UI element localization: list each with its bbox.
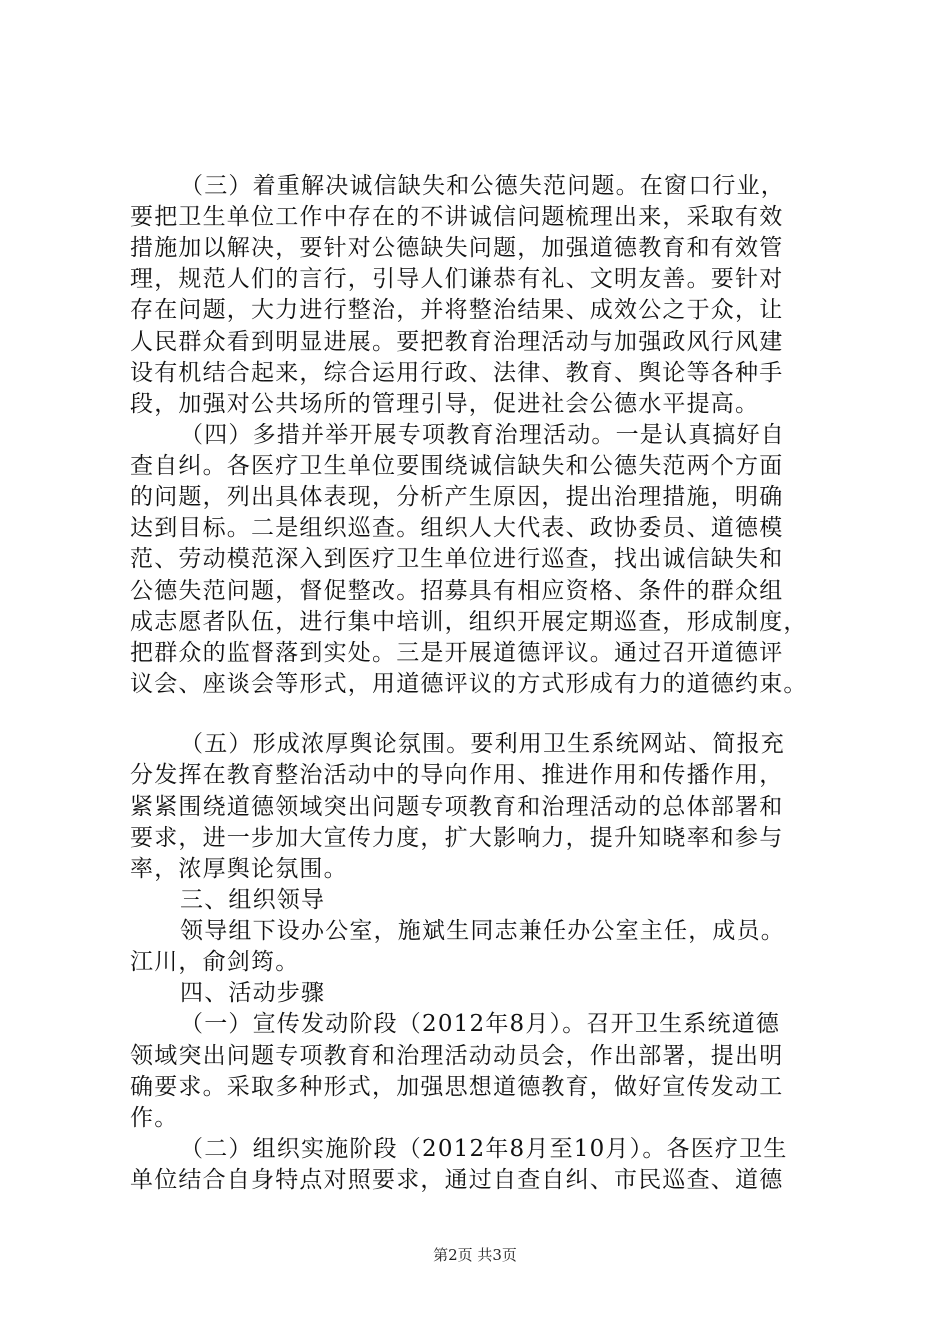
text-line: 单位结合自身特点对照要求，通过自查自纠、市民巡查、道德: [130, 1167, 784, 1193]
section-heading: 四、活动步骤: [180, 980, 326, 1006]
text-line: 要把卫生单位工作中存在的不讲诚信问题梳理出来，采取有效: [130, 204, 784, 230]
text-line: 范、劳动模范深入到医疗卫生单位进行巡查，找出诚信缺失和: [130, 546, 784, 572]
text-line: 存在问题，大力进行整治，并将整治结果、成效公之于众，让: [130, 297, 784, 323]
text-line: 的问题，列出具体表现，分析产生原因，提出治理措施，明确: [130, 484, 784, 510]
section-heading: 三、组织领导: [180, 887, 326, 913]
text-line: （一）宣传发动阶段（2012年8月）。召开卫生系统道德: [180, 1011, 781, 1037]
text-line: 确要求。采取多种形式，加强思想道德教育，做好宣传发动工: [130, 1074, 784, 1100]
page-footer: 第2页 共3页: [433, 1246, 517, 1264]
text-line: 领导组下设办公室，施斌生同志兼任办公室主任，成员。: [180, 918, 785, 944]
text-line: 领域突出问题专项教育和治理活动动员会，作出部署，提出明: [130, 1043, 784, 1069]
text-line: （二）组织实施阶段（2012年8月至10月）。各医疗卫生: [180, 1136, 788, 1162]
text-line: （五）形成浓厚舆论氛围。要利用卫生系统网站、简报充: [180, 731, 785, 757]
text-line: 公德失范问题，督促整改。招募具有相应资格、条件的群众组: [130, 578, 784, 604]
text-line: 作。: [130, 1105, 179, 1131]
text-line: 理，规范人们的言行，引导人们谦恭有礼、文明友善。要针对: [130, 266, 784, 292]
text-line: 查自纠。各医疗卫生单位要围绕诚信缺失和公德失范两个方面: [130, 453, 784, 479]
text-line: 议会、座谈会等形式，用道德评议的方式形成有力的道德约束。: [130, 671, 808, 697]
text-line: 要求，进一步加大宣传力度，扩大影响力，提升知晓率和参与: [130, 825, 784, 851]
text-line: 段，加强对公共场所的管理引导，促进社会公德水平提高。: [130, 391, 760, 417]
text-line: 把群众的监督落到实处。三是开展道德评议。通过召开道德评: [130, 640, 784, 666]
text-line: 江川，俞剑筠。: [130, 949, 300, 975]
text-line: （四）多措并举开展专项教育治理活动。一是认真搞好自: [180, 422, 785, 448]
text-line: （三）着重解决诚信缺失和公德失范问题。在窗口行业，: [180, 173, 785, 199]
text-line: 紧紧围绕道德领域突出问题专项教育和治理活动的总体部署和: [130, 794, 784, 820]
text-line: 分发挥在教育整治活动中的导向作用、推进作用和传播作用，: [130, 762, 784, 788]
text-line: 率，浓厚舆论氛围。: [130, 856, 348, 882]
text-line: 达到目标。二是组织巡查。组织人大代表、政协委员、道德模: [130, 515, 784, 541]
text-line: 人民群众看到明显进展。要把教育治理活动与加强政风行风建: [130, 329, 784, 355]
text-line: 设有机结合起来，综合运用行政、法律、教育、舆论等各种手: [130, 360, 784, 386]
text-line: 措施加以解决，要针对公德缺失问题，加强道德教育和有效管: [130, 235, 784, 261]
text-line: 成志愿者队伍，进行集中培训，组织开展定期巡查，形成制度，: [130, 609, 808, 635]
